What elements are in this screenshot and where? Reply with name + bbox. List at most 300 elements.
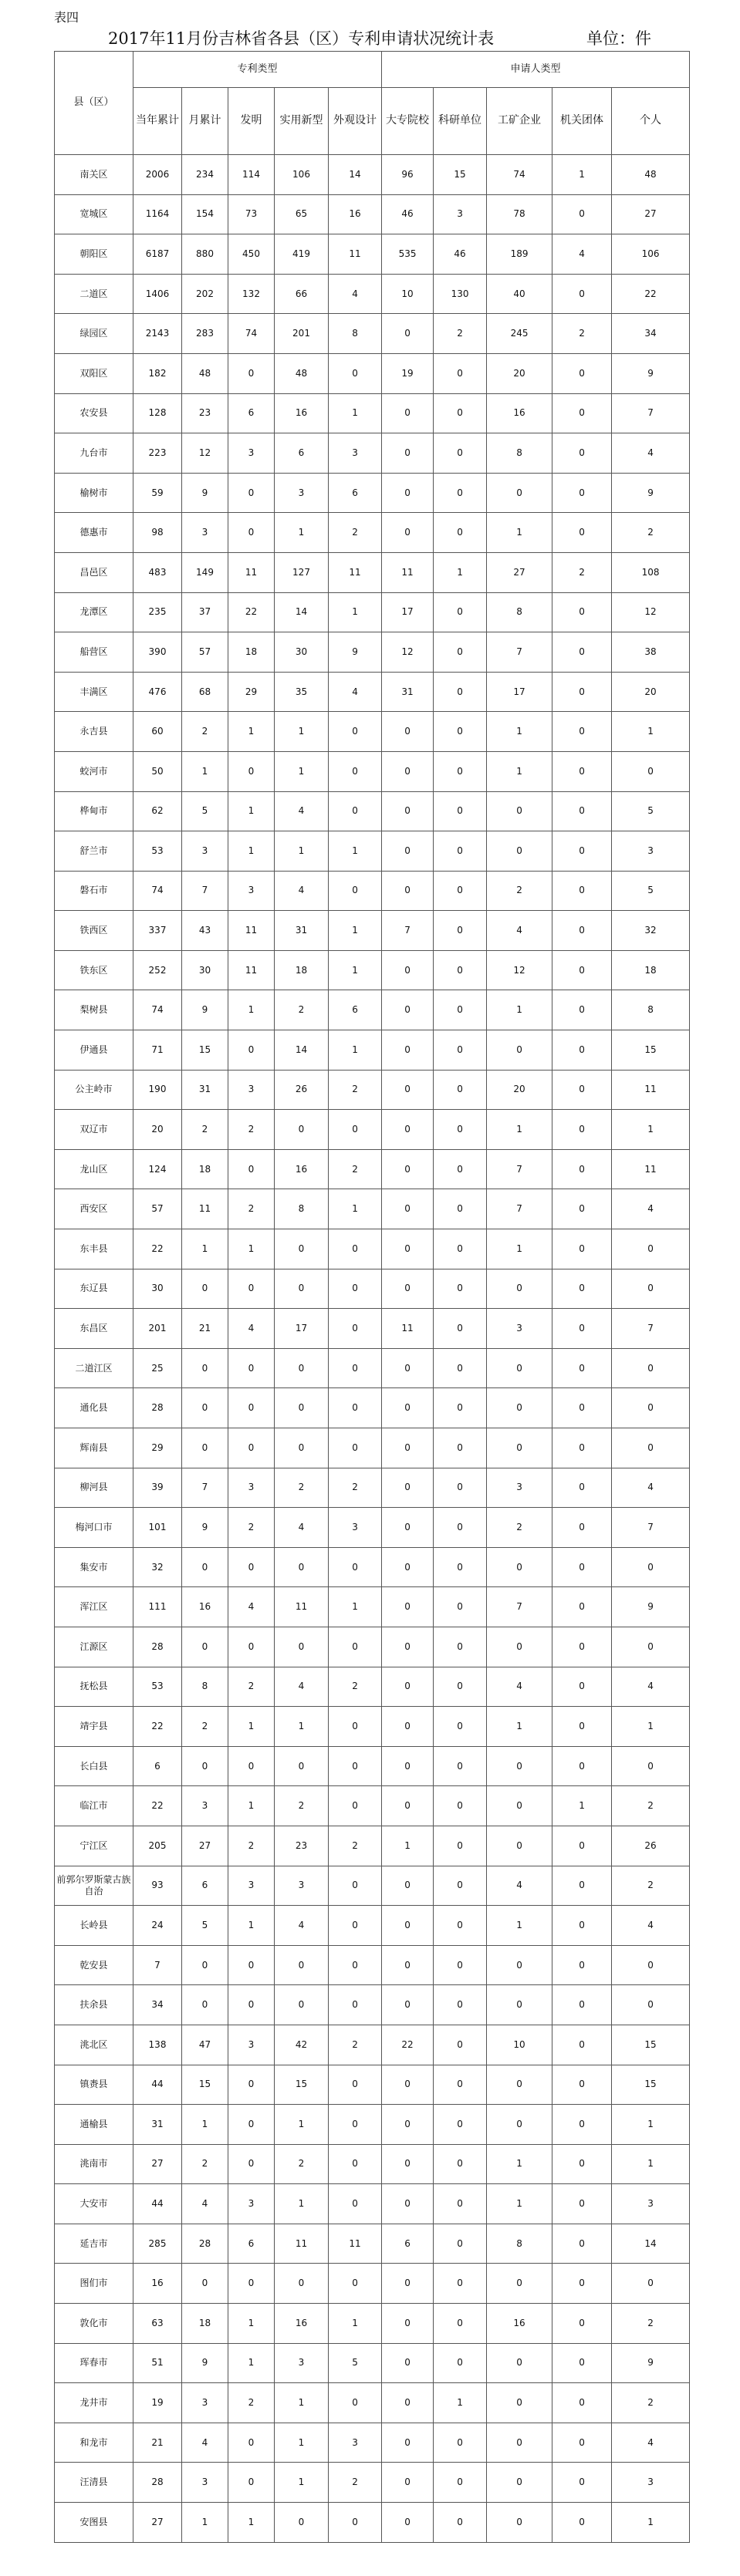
value-cell: 0 (382, 1070, 434, 1110)
county-name-cell: 伊通县 (55, 1030, 133, 1071)
county-name-cell: 梨树县 (55, 990, 133, 1030)
table-row (55, 1468, 690, 1508)
value-cell: 1 (275, 712, 329, 752)
value-cell: 22 (228, 592, 275, 632)
value-cell: 98 (133, 513, 182, 553)
county-name-cell: 丰满区 (55, 672, 133, 712)
value-cell: 1 (612, 1707, 690, 1747)
value-cell: 1 (329, 911, 382, 951)
county-name-cell: 榆树市 (55, 473, 133, 513)
value-cell: 0 (434, 672, 487, 712)
table-row (55, 1428, 690, 1468)
value-cell: 10 (487, 2025, 552, 2065)
value-cell: 0 (434, 2423, 487, 2463)
value-cell: 15 (434, 155, 487, 195)
value-cell: 27 (182, 1826, 228, 1866)
value-cell: 57 (133, 1189, 182, 1229)
value-cell: 0 (487, 1388, 552, 1428)
value-cell: 57 (182, 632, 228, 673)
value-cell: 0 (182, 1428, 228, 1468)
value-cell: 1 (329, 1587, 382, 1627)
value-cell: 0 (434, 1786, 487, 1826)
value-cell: 0 (182, 1945, 228, 1985)
value-cell: 0 (275, 1269, 329, 1309)
value-cell: 7 (487, 1149, 552, 1189)
value-cell: 0 (434, 831, 487, 872)
county-name-cell: 延吉市 (55, 2224, 133, 2264)
value-cell: 2 (228, 1826, 275, 1866)
value-cell: 6 (182, 1866, 228, 1906)
value-cell: 0 (228, 513, 275, 553)
value-cell: 14 (612, 2224, 690, 2264)
table-row (55, 2264, 690, 2304)
value-cell: 0 (382, 1587, 434, 1627)
value-cell: 60 (133, 712, 182, 752)
county-name-cell: 昌邑区 (55, 552, 133, 592)
value-cell: 0 (552, 433, 612, 474)
value-cell: 2143 (133, 314, 182, 354)
table-row (55, 194, 690, 234)
value-cell: 11 (382, 552, 434, 592)
value-cell: 17 (275, 1309, 329, 1349)
value-cell: 476 (133, 672, 182, 712)
value-cell: 12 (382, 632, 434, 673)
value-cell: 3 (275, 1866, 329, 1906)
patent-statistics-table (54, 51, 690, 2543)
value-cell: 17 (382, 592, 434, 632)
value-cell: 16 (275, 1149, 329, 1189)
value-cell: 19 (382, 353, 434, 393)
value-cell: 74 (133, 990, 182, 1030)
value-cell: 0 (434, 2463, 487, 2503)
county-name-cell: 永吉县 (55, 712, 133, 752)
value-cell: 101 (133, 1508, 182, 1548)
county-name-cell: 西安区 (55, 1189, 133, 1229)
value-cell: 0 (434, 1866, 487, 1906)
value-cell: 30 (133, 1269, 182, 1309)
value-cell: 7 (487, 1587, 552, 1627)
value-cell: 182 (133, 353, 182, 393)
value-cell: 0 (434, 1906, 487, 1946)
value-cell: 0 (329, 1110, 382, 1150)
value-cell: 0 (275, 1547, 329, 1587)
value-cell: 0 (434, 1070, 487, 1110)
table-row (55, 1746, 690, 1786)
value-cell: 51 (133, 2343, 182, 2383)
value-cell: 0 (552, 1667, 612, 1707)
value-cell: 1 (487, 751, 552, 791)
value-cell: 1 (228, 831, 275, 872)
value-cell: 0 (487, 2065, 552, 2105)
value-cell: 0 (382, 2343, 434, 2383)
value-cell: 7 (612, 393, 690, 433)
value-cell: 27 (133, 2503, 182, 2543)
value-cell: 2 (329, 2025, 382, 2065)
value-cell: 59 (133, 473, 182, 513)
value-cell: 1 (552, 1786, 612, 1826)
value-cell: 16 (182, 1587, 228, 1627)
value-cell: 0 (552, 592, 612, 632)
value-cell: 0 (382, 1945, 434, 1985)
value-cell: 42 (275, 2025, 329, 2065)
value-cell: 1 (228, 990, 275, 1030)
value-cell: 0 (612, 1985, 690, 2025)
value-cell: 16 (487, 393, 552, 433)
value-cell: 3 (434, 194, 487, 234)
value-cell: 9 (329, 632, 382, 673)
table-row (55, 1269, 690, 1309)
value-cell: 18 (228, 632, 275, 673)
county-name-cell: 九台市 (55, 433, 133, 474)
county-name-cell: 镇赉县 (55, 2065, 133, 2105)
value-cell: 0 (612, 1388, 690, 1428)
value-cell: 22 (133, 1229, 182, 1269)
value-cell: 21 (182, 1309, 228, 1349)
value-cell: 189 (487, 234, 552, 275)
value-cell: 0 (329, 2065, 382, 2105)
table-row (55, 1508, 690, 1548)
table-row (55, 2383, 690, 2423)
value-cell: 3 (329, 1508, 382, 1548)
value-cell: 1 (228, 712, 275, 752)
value-cell: 20 (133, 1110, 182, 1150)
value-cell: 0 (275, 1428, 329, 1468)
value-cell: 0 (487, 1348, 552, 1388)
value-cell: 0 (382, 1667, 434, 1707)
county-name-cell: 龙潭区 (55, 592, 133, 632)
value-cell: 2 (612, 1786, 690, 1826)
value-cell: 419 (275, 234, 329, 275)
value-cell: 2 (552, 552, 612, 592)
value-cell: 6 (275, 433, 329, 474)
value-cell: 1 (612, 1110, 690, 1150)
value-cell: 0 (487, 2105, 552, 2145)
value-cell: 48 (182, 353, 228, 393)
value-cell: 0 (552, 871, 612, 911)
value-cell: 7 (182, 871, 228, 911)
value-cell: 0 (382, 433, 434, 474)
county-name-cell: 浑江区 (55, 1587, 133, 1627)
county-name-cell: 集安市 (55, 1547, 133, 1587)
county-name-cell: 洮南市 (55, 2144, 133, 2184)
value-cell: 31 (382, 672, 434, 712)
value-cell: 40 (487, 274, 552, 314)
county-name-cell: 洮北区 (55, 2025, 133, 2065)
value-cell: 0 (487, 1945, 552, 1985)
value-cell: 0 (612, 751, 690, 791)
value-cell: 3 (228, 1070, 275, 1110)
value-cell: 0 (382, 2264, 434, 2304)
value-cell: 535 (382, 234, 434, 275)
value-cell: 0 (434, 1428, 487, 1468)
value-cell: 0 (612, 1269, 690, 1309)
value-cell: 23 (275, 1826, 329, 1866)
value-cell: 1 (275, 2423, 329, 2463)
table-row (55, 1627, 690, 1667)
value-cell: 111 (133, 1587, 182, 1627)
county-name-cell: 图们市 (55, 2264, 133, 2304)
value-cell: 9 (612, 2343, 690, 2383)
table-row (55, 1985, 690, 2025)
value-cell: 4 (329, 672, 382, 712)
value-cell: 18 (612, 950, 690, 990)
value-cell: 4 (182, 2184, 228, 2224)
value-cell: 0 (434, 871, 487, 911)
table-row (55, 1110, 690, 1150)
value-cell: 0 (329, 1786, 382, 1826)
value-cell: 0 (552, 751, 612, 791)
header-row-groups (55, 52, 690, 88)
table-row (55, 353, 690, 393)
value-cell: 2 (228, 1189, 275, 1229)
value-cell: 0 (434, 1707, 487, 1747)
table-row (55, 2025, 690, 2065)
county-name-cell: 南关区 (55, 155, 133, 195)
value-cell: 0 (329, 1627, 382, 1667)
value-cell: 0 (552, 831, 612, 872)
table-row (55, 2503, 690, 2543)
value-cell: 0 (228, 1985, 275, 2025)
value-cell: 2 (612, 2304, 690, 2344)
value-cell: 252 (133, 950, 182, 990)
value-cell: 0 (382, 871, 434, 911)
value-cell: 1 (329, 2304, 382, 2344)
value-cell: 48 (612, 155, 690, 195)
value-cell: 3 (228, 2025, 275, 2065)
county-name-cell: 蛟河市 (55, 751, 133, 791)
county-name-cell: 龙山区 (55, 1149, 133, 1189)
value-cell: 1406 (133, 274, 182, 314)
value-cell: 1 (329, 1030, 382, 1071)
value-cell: 2 (612, 2383, 690, 2423)
value-cell: 2 (329, 1070, 382, 1110)
value-cell: 0 (434, 592, 487, 632)
table-row (55, 2463, 690, 2503)
table-row (55, 1667, 690, 1707)
value-cell: 0 (552, 990, 612, 1030)
value-cell: 0 (552, 1746, 612, 1786)
value-cell: 0 (228, 1428, 275, 1468)
value-cell: 2 (612, 1866, 690, 1906)
unit-label: 单位：件 (586, 29, 651, 48)
value-cell: 44 (133, 2184, 182, 2224)
value-cell: 0 (228, 1269, 275, 1309)
value-cell: 0 (434, 2144, 487, 2184)
value-cell: 0 (382, 513, 434, 553)
value-cell: 2 (228, 1508, 275, 1548)
value-cell: 0 (552, 632, 612, 673)
table-row (55, 2423, 690, 2463)
value-cell: 0 (228, 473, 275, 513)
value-cell: 2 (487, 1508, 552, 1548)
value-cell: 0 (434, 751, 487, 791)
county-name-cell: 珲春市 (55, 2343, 133, 2383)
value-cell: 0 (434, 1945, 487, 1985)
value-cell: 9 (182, 990, 228, 1030)
value-cell: 0 (434, 2224, 487, 2264)
value-cell: 7 (133, 1945, 182, 1985)
value-cell: 0 (434, 2343, 487, 2383)
value-cell: 32 (133, 1547, 182, 1587)
value-cell: 4 (612, 1468, 690, 1508)
table-row (55, 274, 690, 314)
county-name-cell: 和龙市 (55, 2423, 133, 2463)
county-name-cell: 东丰县 (55, 1229, 133, 1269)
county-name-cell: 宽城区 (55, 194, 133, 234)
value-cell: 201 (133, 1309, 182, 1349)
county-name-cell: 桦甸市 (55, 791, 133, 831)
value-cell: 0 (382, 473, 434, 513)
column-header: 大专院校 (382, 88, 434, 155)
value-cell: 20 (487, 1070, 552, 1110)
value-cell: 223 (133, 433, 182, 474)
value-cell: 8 (329, 314, 382, 354)
table-row (55, 1309, 690, 1349)
value-cell: 0 (552, 2065, 612, 2105)
value-cell: 0 (612, 2264, 690, 2304)
county-name-cell: 朝阳区 (55, 234, 133, 275)
value-cell: 0 (329, 712, 382, 752)
value-cell: 0 (434, 1348, 487, 1388)
value-cell: 12 (612, 592, 690, 632)
value-cell: 93 (133, 1866, 182, 1906)
value-cell: 14 (275, 1030, 329, 1071)
table-row (55, 791, 690, 831)
value-cell: 3 (487, 1309, 552, 1349)
county-name-cell: 临江市 (55, 1786, 133, 1826)
value-cell: 234 (182, 155, 228, 195)
value-cell: 0 (275, 1627, 329, 1667)
value-cell: 53 (133, 831, 182, 872)
value-cell: 15 (612, 2065, 690, 2105)
header-row-columns (55, 88, 690, 155)
value-cell: 5 (182, 791, 228, 831)
value-cell: 0 (552, 2184, 612, 2224)
column-header: 实用新型 (275, 88, 329, 155)
county-name-cell: 汪清县 (55, 2463, 133, 2503)
value-cell: 0 (329, 2144, 382, 2184)
value-cell: 0 (275, 1348, 329, 1388)
county-name-cell: 通榆县 (55, 2105, 133, 2145)
value-cell: 3 (182, 513, 228, 553)
table-row (55, 1906, 690, 1946)
value-cell: 18 (182, 2304, 228, 2344)
value-cell: 0 (434, 513, 487, 553)
value-cell: 0 (434, 1229, 487, 1269)
value-cell: 8 (487, 592, 552, 632)
value-cell: 3 (228, 2184, 275, 2224)
value-cell: 28 (182, 2224, 228, 2264)
value-cell: 0 (552, 1428, 612, 1468)
value-cell: 8 (275, 1189, 329, 1229)
column-header: 个人 (612, 88, 690, 155)
value-cell: 2 (275, 1468, 329, 1508)
value-cell: 4 (487, 911, 552, 951)
table-row (55, 155, 690, 195)
value-cell: 1 (487, 2184, 552, 2224)
value-cell: 1 (228, 2304, 275, 2344)
value-cell: 1 (487, 2144, 552, 2184)
value-cell: 31 (133, 2105, 182, 2145)
county-name-cell: 铁东区 (55, 950, 133, 990)
value-cell: 0 (382, 751, 434, 791)
value-cell: 132 (228, 274, 275, 314)
value-cell: 3 (612, 2184, 690, 2224)
value-cell: 2 (228, 2383, 275, 2423)
value-cell: 0 (275, 2264, 329, 2304)
value-cell: 0 (434, 712, 487, 752)
column-header: 当年累计 (133, 88, 182, 155)
value-cell: 2 (329, 1826, 382, 1866)
value-cell: 0 (228, 353, 275, 393)
value-cell: 0 (552, 194, 612, 234)
value-cell: 9 (182, 1508, 228, 1548)
value-cell: 0 (434, 911, 487, 951)
value-cell: 0 (612, 1229, 690, 1269)
value-cell: 0 (487, 1030, 552, 1071)
county-name-cell: 辉南县 (55, 1428, 133, 1468)
value-cell: 0 (487, 2463, 552, 2503)
value-cell: 0 (434, 1587, 487, 1627)
value-cell: 0 (228, 2264, 275, 2304)
value-cell: 0 (434, 1149, 487, 1189)
value-cell: 2006 (133, 155, 182, 195)
value-cell: 1 (228, 2343, 275, 2383)
value-cell: 3 (487, 1468, 552, 1508)
value-cell: 201 (275, 314, 329, 354)
value-cell: 0 (182, 1627, 228, 1667)
value-cell: 390 (133, 632, 182, 673)
value-cell: 0 (382, 1149, 434, 1189)
value-cell: 0 (382, 950, 434, 990)
value-cell: 15 (275, 2065, 329, 2105)
value-cell: 1 (487, 513, 552, 553)
value-cell: 0 (329, 2264, 382, 2304)
county-name-cell: 安图县 (55, 2503, 133, 2543)
value-cell: 0 (228, 2423, 275, 2463)
value-cell: 0 (552, 353, 612, 393)
county-name-cell: 东辽县 (55, 1269, 133, 1309)
value-cell: 0 (329, 353, 382, 393)
value-cell: 1 (329, 393, 382, 433)
value-cell: 0 (552, 1826, 612, 1866)
column-header: 机关团体 (552, 88, 612, 155)
value-cell: 0 (329, 1309, 382, 1349)
value-cell: 4 (612, 1667, 690, 1707)
value-cell: 0 (275, 1945, 329, 1985)
value-cell: 1 (182, 2503, 228, 2543)
value-cell: 16 (133, 2264, 182, 2304)
table-body (55, 155, 690, 2543)
value-cell: 0 (612, 1627, 690, 1667)
value-cell: 0 (552, 1149, 612, 1189)
table-row (55, 990, 690, 1030)
value-cell: 149 (182, 552, 228, 592)
value-cell: 0 (552, 791, 612, 831)
value-cell: 4 (552, 234, 612, 275)
value-cell: 1 (228, 1906, 275, 1946)
value-cell: 4 (228, 1587, 275, 1627)
value-cell: 0 (382, 1189, 434, 1229)
value-cell: 66 (275, 274, 329, 314)
value-cell: 0 (382, 2383, 434, 2423)
county-name-cell: 双阳区 (55, 353, 133, 393)
value-cell: 0 (487, 831, 552, 872)
county-name-cell: 公主岭市 (55, 1070, 133, 1110)
value-cell: 0 (182, 1985, 228, 2025)
value-cell: 0 (487, 2383, 552, 2423)
value-cell: 9 (612, 353, 690, 393)
